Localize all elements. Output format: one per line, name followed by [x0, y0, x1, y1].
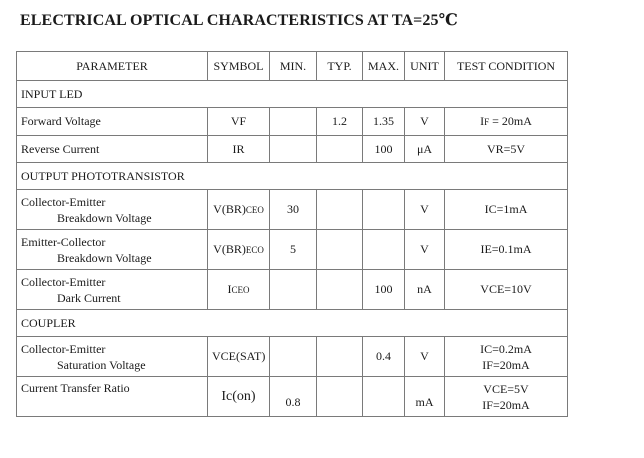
param-reverse-current: Reverse Current: [17, 136, 208, 163]
test-ctr-line1: VCE=5V: [483, 381, 529, 396]
page-title: ELECTRICAL OPTICAL CHARACTERISTICS AT TA=25℃: [20, 12, 458, 29]
min-vcesat: [270, 337, 317, 377]
test-vf-rest: = 20mA: [489, 114, 532, 128]
param-vcesat-line2: Saturation Voltage: [57, 357, 146, 372]
test-vf-sub: F: [484, 117, 490, 127]
max-ir: 100: [363, 136, 405, 163]
table-row-forward-voltage: [17, 108, 568, 136]
table-row-iceo: [17, 270, 568, 310]
max-iceo: 100: [363, 270, 405, 310]
header-unit: UNIT: [405, 52, 445, 81]
param-vcesat: [17, 337, 208, 377]
typ-iceo: [317, 270, 363, 310]
header-test-condition: TEST CONDITION: [445, 52, 568, 81]
header-parameter: PARAMETER: [17, 52, 208, 81]
section-row-input: [17, 81, 568, 108]
symbol-bvceo: [208, 190, 270, 230]
max-bveco: [363, 230, 405, 270]
typ-ir: [317, 136, 363, 163]
param-ctr: Current Transfer Ratio: [17, 377, 208, 417]
unit-bvceo: V: [405, 190, 445, 230]
header-symbol: SYMBOL: [208, 52, 270, 81]
symbol-bveco-sub: ECO: [245, 245, 264, 255]
unit-vcesat: V: [405, 337, 445, 377]
unit-ir: μA: [405, 136, 445, 163]
test-bveco: IE=0.1mA: [445, 230, 568, 270]
table-row-reverse-current: [17, 136, 568, 163]
max-vf: 1.35: [363, 108, 405, 136]
test-vcesat: [445, 337, 568, 377]
max-vcesat: 0.4: [363, 337, 405, 377]
param-bveco-line1: Emitter-Collector: [21, 234, 106, 249]
test-vf: [445, 108, 568, 136]
typ-bvceo: [317, 190, 363, 230]
symbol-bvceo-main: V(BR): [213, 202, 246, 216]
test-ctr: [445, 377, 568, 417]
typ-bveco: [317, 230, 363, 270]
param-bvceo-line2: Breakdown Voltage: [57, 210, 152, 225]
param-bvceo: [17, 190, 208, 230]
max-ctr: [363, 377, 405, 417]
symbol-ir: IR: [208, 136, 270, 163]
header-max: MAX.: [363, 52, 405, 81]
unit-bveco: V: [405, 230, 445, 270]
symbol-vf: VF: [208, 108, 270, 136]
header-row: [17, 52, 568, 81]
section-row-coupler: [17, 310, 568, 337]
symbol-iceo-main: I: [227, 282, 232, 296]
symbol-bvceo-sub: CEO: [245, 205, 264, 215]
min-bvceo: 30: [270, 190, 317, 230]
test-vcesat-line1: IC=0.2mA: [480, 341, 532, 356]
symbol-bveco-main: V(BR): [213, 242, 246, 256]
table-row-vcesat: [17, 337, 568, 377]
unit-iceo: nA: [405, 270, 445, 310]
symbol-iceo-sub: CEO: [231, 285, 250, 295]
section-row-output: [17, 163, 568, 190]
test-vcesat-line2: IF=20mA: [482, 357, 530, 372]
max-bvceo: [363, 190, 405, 230]
param-vcesat-line1: Collector-Emitter: [21, 341, 106, 356]
test-vf-main: I: [480, 114, 485, 128]
test-ctr-line2: IF=20mA: [482, 397, 530, 412]
min-ir: [270, 136, 317, 163]
header-typ: TYP.: [317, 52, 363, 81]
param-forward-voltage: Forward Voltage: [17, 108, 208, 136]
test-bvceo: IC=1mA: [445, 190, 568, 230]
min-bveco: 5: [270, 230, 317, 270]
typ-vcesat: [317, 337, 363, 377]
section-coupler: COUPLER: [17, 310, 568, 337]
typ-vf: 1.2: [317, 108, 363, 136]
min-iceo: [270, 270, 317, 310]
param-iceo: [17, 270, 208, 310]
test-ir: VR=5V: [445, 136, 568, 163]
test-iceo: VCE=10V: [445, 270, 568, 310]
table-row-bvceo: [17, 190, 568, 230]
characteristics-table: [16, 51, 568, 417]
param-bveco: [17, 230, 208, 270]
table-row-ctr: [17, 377, 568, 417]
table-row-bveco: [17, 230, 568, 270]
section-input-led: INPUT LED: [17, 81, 568, 108]
symbol-iceo: [208, 270, 270, 310]
typ-ctr: [317, 377, 363, 417]
min-ctr: 0.8: [270, 377, 317, 417]
param-bvceo-line1: Collector-Emitter: [21, 194, 106, 209]
header-min: MIN.: [270, 52, 317, 81]
unit-vf: V: [405, 108, 445, 136]
section-output-phototransistor: OUTPUT PHOTOTRANSISTOR: [17, 163, 568, 190]
symbol-vcesat: VCE(SAT): [208, 337, 270, 377]
param-iceo-line1: Collector-Emitter: [21, 274, 106, 289]
param-iceo-line2: Dark Current: [57, 290, 121, 305]
param-bveco-line2: Breakdown Voltage: [57, 250, 152, 265]
symbol-bveco: [208, 230, 270, 270]
min-vf: [270, 108, 317, 136]
unit-ctr: mA: [405, 377, 445, 417]
symbol-ctr: Ic(on): [208, 377, 270, 417]
